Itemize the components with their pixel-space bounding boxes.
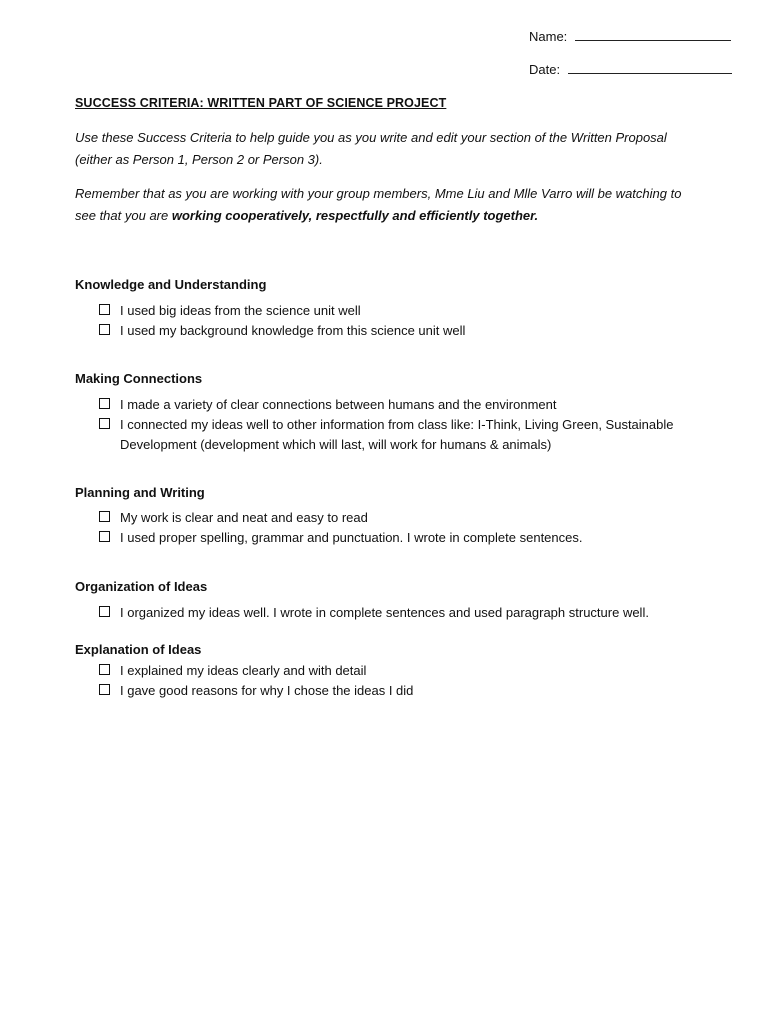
checkbox[interactable] <box>99 606 110 617</box>
section-heading: Explanation of Ideas <box>75 642 202 657</box>
criteria-list <box>75 395 715 455</box>
section-heading: Knowledge and Understanding <box>75 277 267 292</box>
criteria-list <box>75 661 715 701</box>
date-blank-line <box>568 60 732 74</box>
criterion-text: I used proper spelling, grammar and punctuation. I wrote in complete sentences. <box>120 530 583 545</box>
criterion-item <box>75 301 715 321</box>
name-blank-line <box>575 27 731 41</box>
section-planning-writing <box>75 484 715 548</box>
criterion-item <box>75 508 715 528</box>
criterion-item <box>75 321 715 341</box>
checkbox[interactable] <box>99 684 110 695</box>
section-heading: Organization of Ideas <box>75 579 208 594</box>
criterion-item <box>75 661 715 681</box>
criteria-list <box>75 508 715 548</box>
name-field <box>529 27 731 44</box>
document-title: SUCCESS CRITERIA: WRITTEN PART OF SCIENCE PROJECT <box>75 96 447 110</box>
criterion-text: I gave good reasons for why I chose the ideas I did <box>120 683 414 698</box>
intro-text-1: Use these Success Criteria to help guide you as you write and edit your section of the Written Proposal (either as Person 1, Person 2 or Person 3). <box>75 130 667 167</box>
name-label: Name: <box>529 29 571 44</box>
criterion-item <box>75 415 680 455</box>
criterion-text: I used big ideas from the science unit well <box>120 303 361 318</box>
section-heading: Making Connections <box>75 371 203 386</box>
date-field <box>529 60 732 77</box>
criterion-text: I used my background knowledge from this science unit well <box>120 323 466 338</box>
criterion-item <box>75 528 715 548</box>
criteria-list <box>75 603 715 623</box>
intro-paragraph-2 <box>75 183 695 227</box>
criterion-text: I connected my ideas well to other information from class like: I-Think, Living Green, Sustainable Development (development which will last, will work for humans & animals) <box>120 417 674 452</box>
intro-emphasis: working cooperatively, respectfully and efficiently together. <box>171 208 539 223</box>
criterion-text: I made a variety of clear connections between humans and the environment <box>120 397 557 412</box>
criterion-text: I organized my ideas well. I wrote in complete sentences and used paragraph structure well. <box>120 605 649 620</box>
checkbox[interactable] <box>99 664 110 675</box>
checkbox[interactable] <box>99 398 110 409</box>
intro-text-2: Remember that as you are working with your group members, Mme Liu and Mlle Varro will be watching to see that you are <box>75 186 682 223</box>
date-label: Date: <box>529 62 564 77</box>
criteria-list <box>75 301 715 341</box>
checkbox[interactable] <box>99 531 110 542</box>
criterion-item <box>75 395 715 415</box>
intro-paragraph-1 <box>75 127 675 171</box>
criterion-text: I explained my ideas clearly and with detail <box>120 663 367 678</box>
criterion-item <box>75 681 715 701</box>
section-knowledge-understanding <box>75 276 715 341</box>
criterion-text: My work is clear and neat and easy to read <box>120 510 368 525</box>
checkbox[interactable] <box>99 511 110 522</box>
criterion-item <box>75 603 715 623</box>
checkbox[interactable] <box>99 304 110 315</box>
checkbox[interactable] <box>99 418 110 429</box>
section-explanation-ideas <box>75 641 715 701</box>
section-heading: Planning and Writing <box>75 485 205 500</box>
checkbox[interactable] <box>99 324 110 335</box>
section-organization-ideas <box>75 578 715 623</box>
section-making-connections <box>75 370 715 455</box>
